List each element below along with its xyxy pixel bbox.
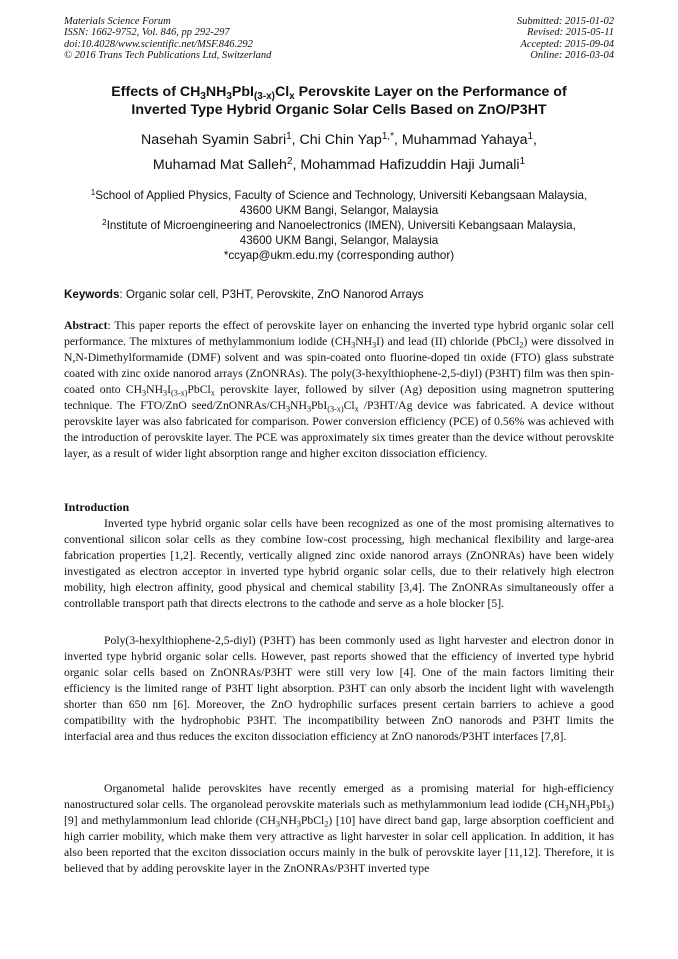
affil-mark: 1 — [90, 187, 96, 197]
abstract-text: ) were dissolved in N,N-Dimethylformamide (DMF) solvent and was spin-coated onto fluorine-doped tin oxide (FTO) glass substrate coated with zinc oxide nanorod arrays (ZnONRAs). The poly(3-hexylthiophene-2,5-diyl) (P3HT) film was then spin-coated onto CH — [64, 335, 615, 396]
introduction-heading: Introduction — [64, 500, 130, 514]
abstract-sub: 3 — [372, 340, 377, 350]
author-list — [40, 128, 638, 178]
abstract-text: NH — [355, 335, 373, 348]
paragraph-sub: 3 — [585, 803, 590, 813]
author-affil-mark: 1,* — [381, 131, 394, 143]
author-name: , Chi Chin Yap — [291, 132, 382, 148]
abstract-sub: x — [354, 404, 359, 414]
intro-paragraph-1 — [64, 516, 614, 612]
abstract-sub: 3 — [163, 388, 168, 398]
author-line-2 — [40, 153, 638, 178]
abstract-text: I — [167, 383, 172, 396]
author-name: , Mohammad Hafizuddin Haji Jumali — [292, 157, 520, 173]
paragraph-text: ) [9] and methylammonium lead chloride (CH — [64, 798, 614, 827]
paragraph-sub: 3 — [296, 819, 301, 829]
author-affil-mark: 1 — [527, 131, 534, 143]
abstract-sub: 3 — [351, 340, 356, 350]
affiliation-1-address: 43600 UKM Bangi, Selangor, Malaysia — [239, 204, 439, 217]
abstract-text: : This paper reports the effect of perovskite layer on enhancing the inverted type hybrid organic solar cell performance. The mixtures of methylammonium iodide (CH — [64, 319, 614, 348]
affiliation-1 — [40, 188, 638, 203]
abstract-sub: 3 — [285, 404, 291, 414]
author-name: , Muhammad Yahaya — [393, 132, 528, 148]
keywords-label: Keywords — [64, 288, 120, 301]
corresponding-email[interactable]: *ccyap@ukm.edu.my (corresponding author) — [223, 249, 455, 262]
title-line-2: Inverted Type Hybrid Organic Solar Cells Based on ZnO/P3HT — [131, 102, 547, 118]
title-sub: 3 — [226, 90, 232, 102]
affil-text: School of Applied Physics, Faculty of Science and Technology, Universiti Kebangsaan Malaysia, — [95, 189, 588, 202]
author-affil-mark: 1 — [519, 156, 526, 168]
journal-header-right — [517, 16, 614, 62]
paragraph-text: ) [10] have direct band gap, large absorption coefficient and high carrier mobility, which make them very attractive as light harvester in solar cell application. In addition, it has also been reported that the exciton dissociation occurs mainly in the bulk of perovskite layer [11,12]. Therefore, it is believed that by adding perovskite layer in the ZnONRAs/P3HT inverted type — [64, 814, 614, 875]
abstract-text: PbI — [311, 399, 328, 412]
title-text: Effects of CH — [111, 84, 201, 100]
paragraph-text: NH — [568, 798, 586, 811]
affil-mark: 2 — [102, 217, 107, 227]
abstract-text: /P3HT/Ag device was fabricated. A device without perovskite layer was also fabricated for comparison. Power conversion efficiency (PCE) of 0.56% was achieved with the introduction of perovskite layer. The PCE was approximately six times greater than the device without perovskite layer, as a result of wider light absorption range and higher exciton dissociation efficiency. — [64, 399, 615, 460]
title-text: Cl — [274, 84, 290, 100]
title-sub: (3-x) — [254, 90, 275, 102]
title-text: PbI — [231, 84, 254, 100]
paragraph-sub: 3 — [275, 819, 280, 829]
author-name: Muhamad Mat Salleh — [152, 157, 287, 173]
abstract-sub: (3-x) — [327, 404, 344, 414]
abstract-sub: 2 — [519, 340, 524, 350]
submitted-date: Submitted: 2015-01-02 — [516, 16, 614, 27]
abstract-text: PbCl — [187, 383, 211, 396]
paragraph-text: Poly(3-hexylthiophene-2,5-diyl) (P3HT) has been commonly used as light harvester and electron donor in inverted type hybrid organic solar cells. However, past reports showed that the efficiency of inverted type hybrid organic solar cells based on ZnONRAs/P3HT were still very low [4]. One of the main factors limiting their efficiency is the limited range of P3HT light absorption. P3HT can only absorb the incident light with wavelength shorter than 650 nm [6]. Moreover, the ZnO hydrophilic surfaces present certain barriers to achieve a good compatibility with the hydrophobic P3HT. The incompatibility between ZnO nanorods and P3HT limits the interfacial area and thus reduces the exciton dissociation efficiency at ZnO nanorods/P3HT interfaces [7,8]. — [64, 634, 614, 743]
issn: ISSN: 1662-9752, Vol. 846, pp 292-297 — [64, 27, 230, 39]
accepted-date: Accepted: 2015-09-04 — [520, 38, 614, 50]
keywords-text: : Organic solar cell, P3HT, Perovskite, ZnO Nanorod Arrays — [119, 288, 424, 301]
doi: doi:10.4028/www.scientific.net/MSF.846.292 — [64, 38, 253, 50]
title-sub: 3 — [200, 90, 206, 102]
title-line-1 — [40, 83, 638, 101]
author-separator: , — [533, 132, 537, 148]
paragraph-sub: 3 — [564, 803, 569, 813]
intro-paragraph-2 — [64, 633, 614, 745]
author-affil-mark: 1 — [286, 131, 292, 143]
keywords — [64, 288, 424, 301]
affil-text: Institute of Microengineering and Nanoelectronics (IMEN), Universiti Kebangsaan Malaysia, — [106, 219, 576, 232]
abstract-text: Cl — [343, 399, 355, 412]
abstract-text: NH — [290, 399, 307, 412]
abstract-sub: x — [210, 388, 215, 398]
paragraph-text: PbI — [589, 798, 606, 811]
author-name: Nasehah Syamin Sabri — [141, 132, 287, 148]
abstract-text: NH — [146, 383, 164, 396]
paragraph-sub: 3 — [606, 803, 611, 813]
title-sub: x — [289, 90, 295, 102]
title-text: Perovskite Layer on the Performance of — [294, 84, 567, 100]
abstract-label: Abstract — [64, 319, 108, 332]
paragraph-sub: 2 — [324, 819, 329, 829]
author-line-1 — [40, 128, 638, 153]
affiliation-2-address: 43600 UKM Bangi, Selangor, Malaysia — [239, 234, 439, 247]
affiliations — [40, 188, 638, 263]
copyright: © 2016 Trans Tech Publications Ltd, Switzerland — [64, 50, 272, 62]
paragraph-text: Organometal halide perovskites have recently emerged as a promising material for high-efficiency nanostructured solar cells. The organolead perovskite materials such as methylammonium lead iodide (CH — [64, 782, 614, 811]
paper-title — [40, 83, 638, 119]
abstract-text: perovskite layer, followed by silver (Ag) deposition using magnetron sputtering technique. The FTO/ZnO seed/ZnONRAs/CH — [64, 383, 614, 412]
paragraph-text: Inverted type hybrid organic solar cells have been recognized as one of the most promising alternatives to conventional silicon solar cells as they combine low-cost processing, high mechanical flexibility and large-area fabrication properties [1,2]. Recently, vertically aligned zinc oxide nanorod arrays (ZnONRAs) have been widely investigated as electron acceptor in inverted type hybrid organic solar cells, due to their relatively high electron mobility, high electron affinity, good physical and chemical stability [3,4]. The ZnONRAs simultaneously offer a controllable transport path that directs electrons to the cathode and serve as a hole blocker [5]. — [64, 517, 614, 610]
revised-date: Revised: 2015-05-11 — [527, 27, 614, 39]
abstract-sub: 3 — [142, 388, 147, 398]
online-date: Online: 2016-03-04 — [530, 50, 614, 62]
paragraph-text: NH — [279, 814, 297, 827]
affiliation-2 — [40, 218, 638, 233]
abstract-text: I) and lead (II) chloride (PbCl — [376, 335, 520, 348]
title-text: NH — [205, 84, 227, 100]
intro-paragraph-3 — [64, 781, 614, 877]
abstract-sub: (3-x) — [171, 388, 188, 398]
journal-name: Materials Science Forum — [64, 16, 171, 27]
abstract — [64, 318, 614, 462]
author-affil-mark: 2 — [286, 156, 293, 168]
paragraph-text: PbCl — [300, 814, 325, 827]
journal-header-left — [64, 16, 271, 62]
abstract-sub: 3 — [306, 404, 312, 414]
